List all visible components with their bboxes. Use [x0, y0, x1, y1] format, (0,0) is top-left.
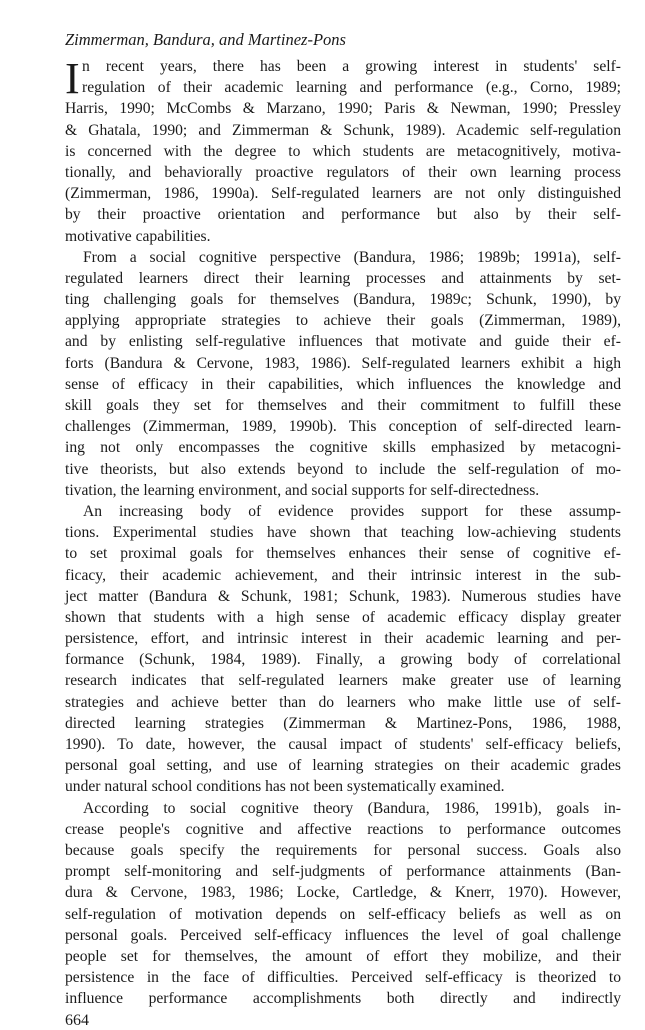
paragraph — [65, 501, 621, 798]
text-line: tive theorists, but also extends beyond to include the self-regulation of mo- — [65, 460, 621, 478]
text-line: personal goal setting, and use of learning strategies on their academic grades — [65, 757, 621, 775]
text-line: persistence, effort, and intrinsic interest in their academic learning and per- — [65, 630, 621, 648]
text-line: to set proximal goals for themselves enhances their sense of cognitive ef- — [65, 545, 621, 563]
text-line: under natural school conditions has not been systematically examined. — [65, 778, 505, 796]
text-line: Harris, 1990; McCombs & Marzano, 1990; Paris & Newman, 1990; Pressley — [65, 100, 621, 118]
page-number: 664 — [65, 1012, 89, 1029]
text-line: 1990). To date, however, the causal impact of students' self-efficacy beliefs, — [65, 736, 621, 753]
text-line: people set for themselves, the amount of effort they mobilize, and their — [65, 947, 621, 965]
text-line: ject matter (Bandura & Schunk, 1981; Schunk, 1983). Numerous studies have — [65, 587, 621, 605]
drop-cap: I — [65, 54, 80, 103]
text-line: tivation, the learning environment, and social supports for self-directedness. — [65, 481, 540, 499]
text-line: According to social cognitive theory (Bandura, 1986, 1991b), goals in- — [83, 799, 621, 817]
text-line: (Zimmerman, 1986, 1990a). Self-regulated learners are not only distinguished — [65, 185, 621, 203]
text-line: motivative capabilities. — [65, 227, 211, 245]
text-line: by their proactive orientation and performance but also by their self- — [65, 206, 621, 224]
text-line: self-regulation of motivation depends on self-efficacy beliefs as well as on — [65, 905, 621, 923]
text-line: prompt self-monitoring and self-judgments of performance attainments (Ban- — [65, 863, 621, 881]
text-line: tionally, and behaviorally proactive regulators of their own learning process — [65, 163, 621, 181]
text-line: ting challenging goals for themselves (Bandura, 1989c; Schunk, 1990), by — [65, 291, 621, 309]
text-line: and by enlisting self-regulative influences that motivate and guide their ef- — [65, 333, 621, 351]
paragraph — [65, 247, 621, 501]
text-line: & Ghatala, 1990; and Zimmerman & Schunk, 1989). Academic self-regulation — [65, 121, 621, 139]
text-line: From a social cognitive perspective (Bandura, 1986; 1989b; 1991a), self- — [83, 248, 621, 266]
text-line: sense of efficacy in their capabilities, which influences the knowledge and — [65, 375, 621, 393]
text-line: is concerned with the degree to which students are metacognitively, motiva- — [65, 142, 621, 160]
text-line: tions. Experimental studies have shown that teaching low-achieving students — [65, 524, 621, 542]
text-line: An increasing body of evidence provides support for these assump- — [83, 502, 621, 520]
running-head: Zimmerman, Bandura, and Martinez-Pons — [65, 30, 346, 49]
text-line: challenges (Zimmerman, 1989, 1990b). This conception of self-directed learn- — [65, 418, 621, 436]
text-line: research indicates that self-regulated learners make greater use of learning — [65, 672, 621, 690]
text-line: applying appropriate strategies to achieve their goals (Zimmerman, 1989), — [65, 312, 621, 330]
text-line: ing not only encompasses the cognitive skills emphasized by metacogni- — [65, 439, 621, 457]
text-line: n recent years, there has been a growing interest in students' self- — [82, 58, 621, 75]
paragraph — [65, 798, 621, 1010]
article-body — [65, 56, 621, 1009]
text-line: because goals specify the requirements for personal success. Goals also — [65, 841, 621, 859]
text-line: formance (Schunk, 1984, 1989). Finally, a growing body of correlational — [65, 651, 621, 669]
text-line: skill goals they set for themselves and their commitment to fulfill these — [65, 397, 621, 414]
text-line: personal goals. Perceived self-efficacy influences the level of goal challenge — [65, 926, 621, 944]
text-line: persistence in the face of difficulties. Perceived self-efficacy is theorized to — [65, 969, 621, 987]
paragraphs — [65, 56, 621, 1009]
text-line: forts (Bandura & Cervone, 1983, 1986). Self-regulated learners exhibit a high — [65, 354, 621, 372]
text-line: influence performance accomplishments both directly and indirectly — [65, 990, 621, 1008]
text-line: ficacy, their academic achievement, and their intrinsic interest in the sub- — [65, 566, 621, 584]
text-line: strategies and achieve better than do learners who make little use of self- — [65, 693, 621, 711]
text-line: crease people's cognitive and affective reactions to performance outcomes — [65, 820, 621, 838]
paragraph — [65, 56, 621, 247]
text-line: directed learning strategies (Zimmerman & Martinez-Pons, 1986, 1988, — [65, 714, 621, 732]
text-line: dura & Cervone, 1983, 1986; Locke, Cartledge, & Knerr, 1970). However, — [65, 884, 621, 902]
text-line: regulation of their academic learning and performance (e.g., Corno, 1989; — [82, 79, 621, 97]
text-line: regulated learners direct their learning processes and attainments by set- — [65, 269, 621, 287]
text-line: shown that students with a high sense of academic efficacy display greater — [65, 608, 621, 626]
